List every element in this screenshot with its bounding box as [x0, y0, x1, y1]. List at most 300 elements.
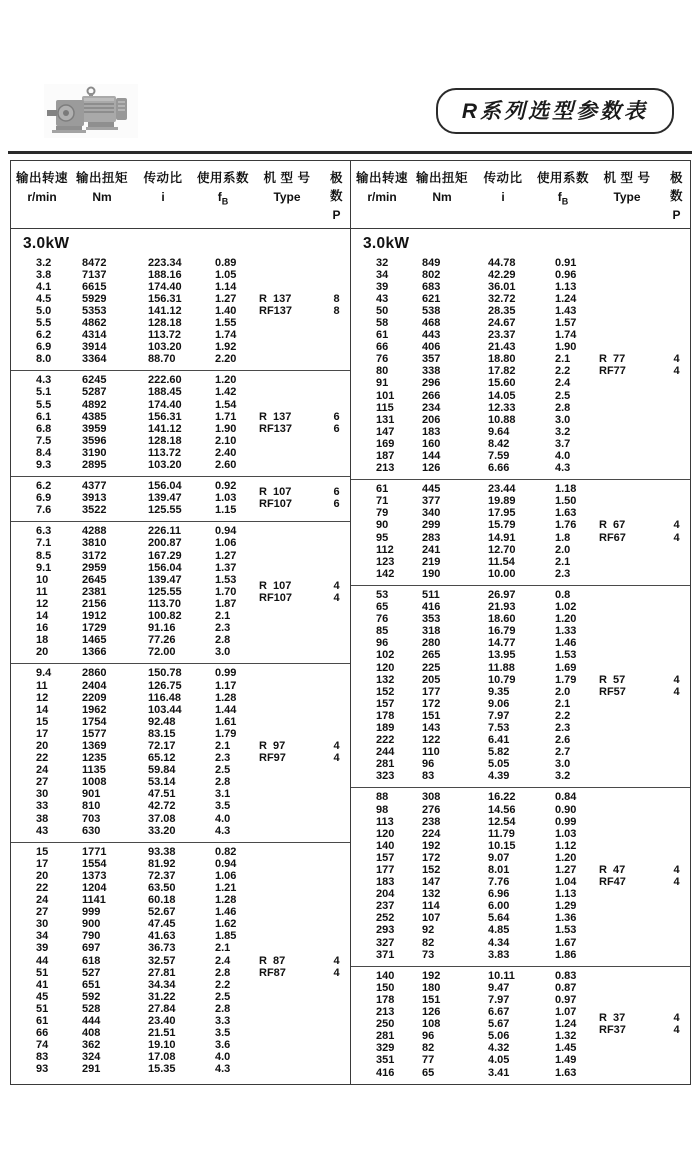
cell-torque: 538	[422, 304, 441, 317]
cell-speed: 281	[376, 758, 395, 771]
cell-ratio: 3.83	[488, 948, 510, 961]
cell-torque: 445	[422, 483, 441, 496]
cell-ratio: 92.48	[148, 715, 176, 728]
cell-ratio: 15.79	[488, 519, 516, 532]
cell-ratio: 14.77	[488, 637, 516, 650]
cell-speed: 6.9	[36, 492, 52, 505]
cell-ratio: 26.97	[488, 588, 516, 601]
cell-ratio: 156.31	[148, 410, 182, 423]
type-line	[591, 1012, 690, 1024]
cell-torque: 5929	[82, 292, 107, 305]
table-row	[11, 646, 350, 658]
cell-ratio: 14.91	[488, 531, 516, 544]
cell-service-factor: 1.05	[215, 268, 237, 281]
cell-ratio: 226.11	[148, 525, 182, 538]
cell-service-factor: 1.29	[555, 900, 577, 913]
cell-torque: 205	[422, 673, 441, 686]
cell-speed: 178	[376, 709, 395, 722]
cell-speed: 132	[376, 673, 395, 686]
cell-speed: 178	[376, 993, 395, 1006]
cell-service-factor: 3.2	[555, 770, 571, 783]
cell-speed: 33	[36, 800, 49, 813]
cell-service-factor: 0.83	[555, 969, 577, 982]
table-row	[11, 634, 350, 646]
cell-speed: 6.2	[36, 480, 52, 493]
table-row	[351, 994, 690, 1006]
table-row	[351, 507, 690, 519]
cell-service-factor: 1.18	[555, 483, 577, 496]
cell-poles: 8	[333, 292, 340, 305]
cell-ratio: 14.56	[488, 803, 516, 816]
table-row	[351, 414, 690, 426]
cell-torque: 4314	[82, 329, 107, 342]
cell-torque: 266	[422, 389, 441, 402]
cell-ratio: 11.88	[488, 661, 515, 674]
cell-ratio: 72.17	[148, 739, 176, 752]
cell-ratio: 12.33	[488, 401, 516, 414]
cell-speed: 43	[36, 824, 49, 837]
cell-torque: 160	[422, 437, 441, 450]
cell-torque: 703	[82, 812, 101, 825]
cell-torque: 96	[422, 758, 435, 771]
cell-service-factor: 1.33	[555, 625, 577, 638]
table-row	[351, 698, 690, 710]
column-header	[131, 168, 195, 222]
cell-ratio: 125.55	[148, 585, 182, 598]
cell-speed: 177	[376, 864, 395, 876]
column-header	[73, 168, 131, 222]
cell-service-factor: 1.24	[555, 292, 577, 305]
table-row	[351, 1042, 690, 1054]
cell-speed: 76	[376, 353, 389, 366]
table-row	[351, 816, 690, 828]
type-line	[251, 752, 350, 764]
cell-torque: 810	[82, 800, 101, 813]
cell-speed: 10	[36, 573, 49, 586]
cell-service-factor: 1.20	[555, 613, 577, 626]
cell-service-factor: 3.0	[555, 758, 571, 771]
table-row	[351, 568, 690, 580]
cell-service-factor: 2.3	[555, 721, 571, 734]
cell-service-factor: 0.84	[555, 791, 577, 804]
cell-torque: 6615	[82, 280, 107, 293]
cell-torque: 1204	[82, 882, 107, 894]
cell-speed: 120	[376, 827, 395, 840]
cell-service-factor: 1.03	[215, 492, 237, 505]
cell-service-factor: 1.27	[555, 864, 577, 876]
cell-speed: 5.5	[36, 398, 52, 411]
cell-service-factor: 0.92	[215, 480, 237, 493]
table-row	[351, 912, 690, 924]
cell-model: RF67	[599, 531, 626, 544]
cell-torque: 340	[422, 507, 441, 520]
cell-ratio: 32.72	[488, 292, 516, 305]
table-row	[351, 649, 690, 661]
cell-speed: 140	[376, 839, 395, 852]
table-row	[11, 257, 350, 269]
cell-speed: 8.5	[36, 549, 52, 562]
cell-speed: 187	[376, 450, 395, 462]
cell-ratio: 23.40	[148, 1015, 176, 1028]
cell-speed: 113	[376, 815, 394, 828]
cell-torque: 406	[422, 341, 441, 354]
cell-service-factor: 2.6	[555, 734, 571, 747]
header-divider-rule	[8, 151, 692, 154]
cell-torque: 299	[422, 519, 441, 532]
cell-service-factor: 1.14	[215, 280, 237, 293]
cell-model: RF47	[599, 876, 626, 889]
cell-service-factor: 1.57	[555, 316, 577, 329]
cell-ratio: 125.55	[148, 504, 182, 517]
cell-speed: 14	[36, 610, 49, 623]
cell-torque: 408	[82, 1027, 101, 1040]
cell-speed: 323	[376, 770, 395, 783]
cell-torque: 92	[422, 924, 435, 937]
table-right-half	[350, 229, 690, 1084]
cell-ratio: 4.85	[488, 924, 510, 937]
type-line	[251, 486, 350, 498]
table-row	[11, 1051, 350, 1063]
cell-ratio: 83.15	[148, 727, 176, 740]
table-row	[351, 390, 690, 402]
cell-ratio: 8.42	[488, 437, 510, 450]
cell-poles: 4	[673, 864, 680, 877]
cell-service-factor: 0.94	[215, 525, 237, 538]
table-left-half	[11, 229, 350, 1084]
cell-ratio: 6.41	[488, 734, 510, 747]
cell-service-factor: 2.2	[215, 978, 231, 991]
table-row	[11, 680, 350, 692]
cell-speed: 43	[376, 292, 389, 305]
cell-service-factor: 2.40	[215, 446, 237, 459]
cell-speed: 91	[376, 377, 389, 390]
cell-service-factor: 1.43	[555, 304, 577, 317]
type-block	[591, 1012, 690, 1036]
cell-speed: 22	[36, 882, 49, 894]
cell-speed: 150	[376, 981, 395, 994]
table-row	[11, 622, 350, 634]
cell-speed: 147	[376, 425, 395, 438]
cell-ratio: 9.06	[488, 697, 510, 710]
table-row	[11, 846, 350, 858]
cell-ratio: 59.84	[148, 764, 176, 777]
cell-ratio: 116.48	[148, 691, 182, 704]
cell-ratio: 17.08	[148, 1051, 176, 1064]
cell-torque: 318	[422, 625, 441, 638]
cell-service-factor: 4.3	[215, 824, 231, 837]
cell-torque: 468	[422, 316, 441, 329]
cell-ratio: 6.66	[488, 462, 510, 475]
cell-torque: 444	[82, 1015, 101, 1028]
cell-torque: 338	[422, 365, 441, 378]
cell-service-factor: 2.1	[555, 353, 571, 366]
cell-service-factor: 1.86	[555, 948, 577, 961]
cell-ratio: 103.20	[148, 459, 182, 471]
cell-torque: 528	[82, 1002, 101, 1015]
cell-ratio: 17.82	[488, 365, 516, 378]
cell-speed: 101	[376, 389, 395, 402]
cell-torque: 96	[422, 1030, 435, 1043]
table-row	[11, 1063, 350, 1075]
cell-torque: 77	[422, 1054, 435, 1067]
cell-torque: 180	[422, 981, 441, 994]
table-row	[11, 610, 350, 622]
table-row	[351, 305, 690, 317]
cell-torque: 1369	[82, 739, 107, 752]
cell-service-factor: 1.71	[215, 410, 237, 423]
table-row	[351, 462, 690, 474]
cell-service-factor: 2.2	[555, 709, 571, 722]
cell-service-factor: 2.60	[215, 459, 237, 471]
column-header	[591, 168, 663, 222]
cell-ratio: 9.47	[488, 981, 510, 994]
table-row	[11, 399, 350, 411]
table-section	[11, 370, 350, 476]
cell-speed: 6.3	[36, 525, 52, 538]
cell-service-factor: 2.8	[215, 1002, 231, 1015]
cell-torque: 1754	[82, 715, 107, 728]
cell-torque: 143	[422, 721, 441, 734]
cell-torque: 901	[82, 788, 101, 801]
power-heading: 3.0kW	[363, 234, 410, 252]
cell-torque: 790	[82, 930, 101, 943]
cell-ratio: 77.26	[148, 634, 176, 647]
table-row	[11, 386, 350, 398]
cell-ratio: 10.88	[488, 413, 516, 426]
type-block	[251, 580, 350, 604]
cell-speed: 88	[376, 791, 389, 804]
cell-torque: 511	[422, 588, 440, 601]
cell-service-factor: 2.1	[215, 942, 231, 955]
cell-torque: 802	[422, 268, 441, 281]
cell-ratio: 37.08	[148, 812, 176, 825]
cell-torque: 83	[422, 770, 435, 783]
cell-model: RF37	[599, 1024, 626, 1037]
cell-speed: 152	[376, 685, 395, 698]
cell-speed: 96	[376, 637, 389, 650]
cell-service-factor: 1.12	[555, 839, 577, 852]
type-block	[591, 674, 690, 698]
type-line	[591, 864, 690, 876]
cell-ratio: 28.35	[488, 304, 516, 317]
cell-model: RF97	[259, 752, 286, 765]
table-section	[11, 663, 350, 841]
cell-torque: 147	[422, 876, 441, 889]
cell-poles: 8	[333, 304, 340, 317]
cell-ratio: 10.15	[488, 839, 516, 852]
cell-model: RF87	[259, 966, 286, 979]
cell-poles: 4	[333, 954, 340, 967]
section-rows	[11, 257, 350, 366]
type-line	[251, 293, 350, 305]
cell-ratio: 15.35	[148, 1063, 176, 1076]
table-row	[11, 918, 350, 930]
cell-service-factor: 4.0	[555, 450, 571, 462]
cell-speed: 115	[376, 401, 394, 414]
type-line	[251, 967, 350, 979]
cell-torque: 2156	[82, 597, 107, 610]
cell-service-factor: 1.07	[555, 1006, 577, 1019]
cell-ratio: 188.45	[148, 386, 182, 399]
section-rows	[351, 970, 690, 1079]
cell-service-factor: 1.06	[215, 537, 237, 550]
cell-ratio: 113.72	[148, 446, 182, 459]
cell-torque: 126	[422, 1006, 441, 1019]
cell-torque: 443	[422, 329, 441, 342]
table-row	[351, 791, 690, 803]
cell-speed: 351	[376, 1054, 395, 1067]
table-row	[351, 888, 690, 900]
cell-ratio: 36.73	[148, 942, 176, 955]
cell-service-factor: 2.1	[555, 697, 571, 710]
cell-torque: 224	[422, 827, 441, 840]
cell-service-factor: 0.96	[555, 268, 577, 281]
cell-service-factor: 2.5	[215, 764, 231, 777]
cell-service-factor: 3.1	[215, 788, 231, 801]
cell-ratio: 19.89	[488, 495, 516, 508]
column-label: 使用系数	[196, 170, 249, 185]
cell-poles: 6	[333, 498, 340, 511]
cell-speed: 371	[376, 948, 395, 961]
cell-service-factor: 1.79	[215, 727, 237, 740]
cell-speed: 6.1	[36, 410, 52, 423]
cell-torque: 219	[422, 555, 441, 568]
table-row	[11, 447, 350, 459]
table-row	[11, 374, 350, 386]
cell-model: R 107	[259, 579, 292, 592]
cell-speed: 71	[376, 495, 389, 508]
cell-service-factor: 1.45	[555, 1042, 577, 1055]
column-unit: i	[501, 189, 505, 204]
cell-torque: 2860	[82, 667, 107, 680]
cell-ratio: 9.07	[488, 851, 510, 864]
table-row	[351, 450, 690, 462]
cell-service-factor: 1.87	[215, 597, 237, 610]
cell-ratio: 7.97	[488, 993, 510, 1006]
cell-torque: 377	[422, 495, 441, 508]
cell-poles: 4	[673, 685, 680, 698]
cell-model: R 47	[599, 864, 626, 877]
table-row	[351, 804, 690, 816]
cell-torque: 621	[422, 292, 441, 305]
cell-speed: 41	[36, 978, 49, 991]
cell-speed: 169	[376, 437, 395, 450]
cell-ratio: 5.05	[488, 758, 510, 771]
cell-torque: 190	[422, 567, 441, 580]
cell-service-factor: 2.5	[555, 389, 571, 402]
cell-speed: 4.1	[36, 280, 52, 293]
cell-ratio: 6.96	[488, 888, 510, 901]
cell-speed: 50	[376, 304, 389, 317]
cell-ratio: 47.45	[148, 918, 176, 931]
cell-torque: 527	[82, 966, 101, 979]
column-label: 传动比	[483, 170, 523, 185]
cell-service-factor: 1.90	[555, 341, 577, 354]
cell-torque: 192	[422, 969, 441, 982]
cell-ratio: 27.81	[148, 966, 176, 979]
cell-torque: 6245	[82, 374, 107, 387]
table-row	[11, 1039, 350, 1051]
cell-service-factor: 0.99	[555, 815, 577, 828]
type-block	[251, 411, 350, 435]
cell-torque: 1729	[82, 622, 107, 635]
cell-ratio: 81.92	[148, 857, 176, 870]
table-row	[11, 1015, 350, 1027]
cell-torque: 1135	[82, 764, 106, 777]
table-row	[351, 556, 690, 568]
section-rows	[351, 257, 690, 475]
column-header	[413, 168, 471, 222]
cell-service-factor: 0.97	[555, 993, 577, 1006]
cell-ratio: 27.84	[148, 1002, 176, 1015]
cell-poles: 4	[673, 1024, 680, 1037]
cell-ratio: 17.95	[488, 507, 516, 520]
cell-poles: 4	[333, 579, 340, 592]
cell-ratio: 139.47	[148, 492, 182, 505]
cell-service-factor: 1.42	[215, 386, 237, 399]
column-header	[471, 168, 535, 222]
table-row	[11, 704, 350, 716]
cell-speed: 45	[36, 990, 49, 1003]
cell-ratio: 141.12	[148, 422, 182, 435]
cell-torque: 683	[422, 280, 441, 293]
table-row	[351, 722, 690, 734]
cell-torque: 353	[422, 613, 441, 626]
cell-torque: 1554	[82, 857, 107, 870]
table-row	[11, 788, 350, 800]
cell-ratio: 7.59	[488, 450, 510, 462]
cell-speed: 95	[376, 531, 389, 544]
cell-torque: 3172	[82, 549, 107, 562]
cell-model: R 97	[259, 740, 286, 752]
table-row	[351, 637, 690, 649]
cell-model: R 137	[259, 292, 292, 305]
table-row	[351, 937, 690, 949]
type-block	[251, 486, 350, 510]
cell-service-factor: 2.1	[555, 555, 571, 568]
cell-ratio: 72.37	[148, 869, 176, 882]
cell-service-factor: 2.2	[555, 365, 571, 378]
cell-service-factor: 1.53	[215, 573, 237, 586]
table-row	[351, 625, 690, 637]
cell-torque: 5353	[82, 304, 107, 317]
column-unit: $f_B$	[217, 189, 229, 206]
column-header	[323, 168, 350, 222]
cell-ratio: 10.11	[488, 969, 515, 982]
cell-torque: 3190	[82, 446, 107, 459]
type-line	[591, 674, 690, 686]
table-row	[351, 483, 690, 495]
cell-speed: 329	[376, 1042, 395, 1055]
cell-ratio: 65.12	[148, 752, 176, 765]
cell-speed: 6.9	[36, 341, 52, 354]
cell-service-factor: 1.02	[555, 601, 577, 614]
cell-torque: 122	[422, 734, 441, 747]
cell-ratio: 42.29	[488, 268, 516, 281]
cell-torque: 4385	[82, 410, 107, 423]
cell-speed: 66	[36, 1027, 49, 1040]
cell-poles: 4	[333, 591, 340, 604]
cell-torque: 291	[82, 1063, 101, 1076]
table-section	[351, 585, 690, 788]
cell-speed: 39	[36, 942, 49, 955]
cell-torque: 2209	[82, 691, 107, 704]
type-block	[591, 353, 690, 377]
cell-torque: 1465	[82, 634, 107, 647]
table-row	[11, 894, 350, 906]
cell-speed: 244	[376, 746, 395, 759]
type-block	[251, 740, 350, 764]
